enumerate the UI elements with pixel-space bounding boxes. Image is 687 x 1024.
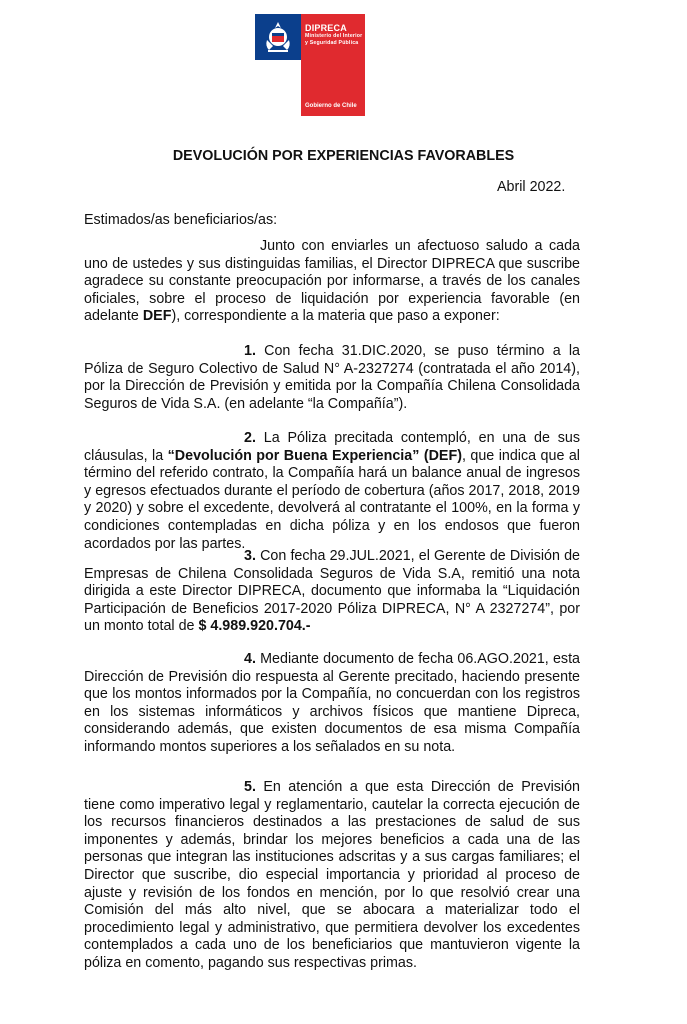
intro-text-1: Junto con enviarles un afectuoso saludo a cada uno de ustedes y sus distinguidas familias, el Director DIPRECA que suscribe agradece su constante preocupación por informarse, a través de los canales oficiales, sobre el proceso de liquidación por experiencia favorable (en adelante xyxy=(84,238,580,325)
paragraph-4 xyxy=(84,651,580,757)
paragraph-2 xyxy=(84,430,580,553)
paragraph-4-text: Mediante documento de fecha 06.AGO.2021, esta Dirección de Previsión dio respuesta al Gerente precitado, haciendo presente que los montos informados por la Compañía, no concuerdan con los registros en los sistemas informáticos y archivos físicos que mantiene Dipreca, considerando además, que existen documentos de esa misma Compañía informando montos superiores a los señalados en su nota. xyxy=(84,651,580,755)
logo-org-name: DIPRECA xyxy=(305,23,347,33)
document-date: Abril 2022. xyxy=(497,179,566,195)
paragraph-3-text: Con fecha 29.JUL.2021, el Gerente de División de Empresas de Chilena Consolidada Seguros de Vida S.A, remitió una nota dirigida a este Director DIPRECA, documento que informaba la “Liquidación Participación de Beneficios 2017-2020 Póliza DIPRECA, N° A 2327274”, por un monto total de xyxy=(84,548,580,635)
coat-of-arms-icon xyxy=(263,20,293,54)
logo-org-text xyxy=(305,24,363,46)
dipreca-logo xyxy=(255,14,365,116)
paragraph-3-number: 3. xyxy=(244,548,256,564)
paragraph-5-number: 5. xyxy=(244,779,256,795)
logo-white-block xyxy=(255,60,301,116)
paragraph-5 xyxy=(84,779,580,973)
logo-gov-text: Gobierno de Chile xyxy=(305,103,357,109)
paragraph-4-number: 4. xyxy=(244,651,256,667)
paragraph-3 xyxy=(84,548,580,636)
paragraph-2-bold: “Devolución por Buena Experiencia” (DEF) xyxy=(167,447,462,464)
paragraph-1 xyxy=(84,343,580,413)
intro-text-2: ), correspondiente a la materia que paso a exponer: xyxy=(171,308,500,325)
greeting: Estimados/as beneficiarios/as: xyxy=(84,212,278,228)
paragraph-2-text-1: La Póliza precitada contempló, en una de sus cláusulas, la xyxy=(84,430,580,464)
document-title: DEVOLUCIÓN POR EXPERIENCIAS FAVORABLES xyxy=(172,148,515,164)
paragraph-3-amount: $ 4.989.920.704.- xyxy=(198,618,311,635)
paragraph-intro xyxy=(84,238,580,326)
paragraph-1-number: 1. xyxy=(244,343,256,359)
paragraph-2-text-2: , que indica que al término del referido contrato, la Compañía hará un balance anual de ingresos y egresos efectuados durante el período de cobertura (años 2017, 2018, 2019 y 2020) y sobre el excedente, devolverá al contratante el 100%, en la forma y condiciones contempladas en dicha póliza y en los endosos que fueron acordados por las partes. xyxy=(84,447,580,552)
intro-bold-def: DEF xyxy=(142,308,172,325)
logo-org-sub: Ministerio del Interior y Seguridad Pública xyxy=(305,33,363,46)
paragraph-2-number: 2. xyxy=(244,430,256,446)
paragraph-1-text: Con fecha 31.DIC.2020, se puso término a la Póliza de Seguro Colectivo de Salud N° A-2327274 (contratada el año 2014), por la Dirección de Previsión y emitida por la Compañía Chilena Consolidada Seguros de Vida S.A. (en adelante “la Compañía”). xyxy=(84,343,580,412)
paragraph-5-text: En atención a que esta Dirección de Previsión tiene como imperativo legal y reglamentario, cautelar la correcta ejecución de los recursos financieros destinados a las prestaciones de salud de sus imponentes y además, brindar los mejores beneficios a cada una de las personas que integran las instituciones adscritas y a sus cargas familiares; el Director que suscribe, dio especial importancia y prioridad al proceso de ajuste y revisión de los fondos en mención, por lo que resolvió crear una Comisión del más alto nivel, que se abocara a materializar todo el procedimiento legal y administrativo, que permitiera devolver los excedentes contemplados a cada uno de los beneficiarios que mantuvieron vigente la póliza en comento, pagando sus respectivas primas. xyxy=(84,779,580,971)
